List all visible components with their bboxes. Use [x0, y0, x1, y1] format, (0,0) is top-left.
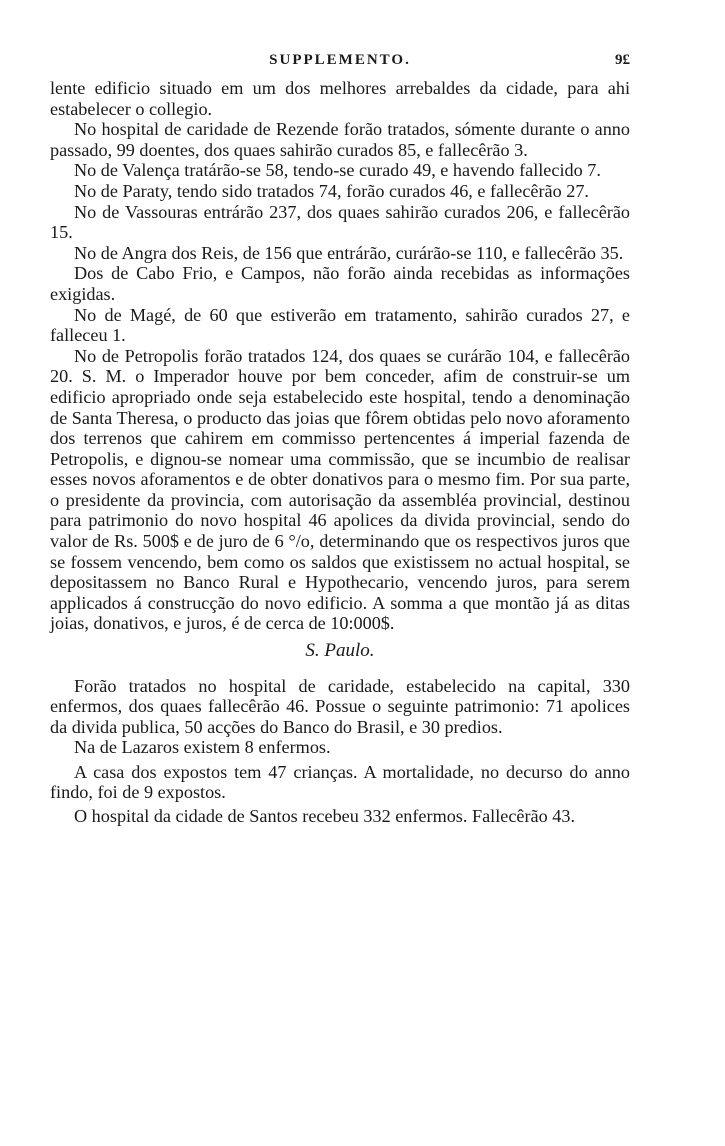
- running-head-title: SUPPLEMENTO.: [269, 52, 411, 68]
- paragraph-lazaros: Na de Lazaros existem 8 enfermos.: [74, 737, 331, 758]
- paragraph-rezende: No hospital de caridade de Rezende forão tratados, sómente durante o anno passado, 99 doentes, dos quaes sahirão curados 85, e fallecêrão 3.: [50, 119, 630, 160]
- paragraph-mage: No de Magé, de 60 que estiverão em tratamento, sahirão curados 27, e falleceu 1.: [50, 304, 630, 346]
- paragraph-santos: O hospital da cidade de Santos recebeu 332 enfermos. Fallecêrão 43.: [74, 806, 575, 827]
- paragraph-paraty: No de Paraty, tendo sido tratados 74, forão curados 46, e fallecêrão 27.: [74, 180, 589, 201]
- running-head: [50, 50, 630, 78]
- paragraph-valenca: No de Valença tratárão-se 58, tendo-se curado 49, e havendo fallecido 7.: [74, 160, 601, 181]
- paragraph-sao-paulo-hospital: Forão tratados no hospital de caridade, estabelecido na capital, 330 enfermos, dos quaes fallecêrão 46. Possue o seguinte patrimonio: 71 apolices da divida publica, 50 acções do Banco do Brasil, e 30 predios.: [50, 676, 630, 737]
- paragraph-continuation: lente edificio situado em um dos melhores arrebaldes da cidade, para ahi estabelecer o collegio.: [50, 78, 630, 119]
- body-text: [50, 78, 630, 634]
- paragraph-cabo-frio-campos: Dos de Cabo Frio, e Campos, não forão ainda recebidas as informações exigidas.: [50, 263, 630, 304]
- page-number: 9£: [615, 52, 630, 68]
- paragraph-petropolis: No de Petropolis forão tratados 124, dos quaes se curárão 104, e fallecêrão 20. S. M. o Imperador houve por bem conceder, afim de construir-se um edificio apropriado onde seja estabelecido este hospital, tendo a denominação de Santa Theresa, o producto das joias que fôrem obtidas pelo novo aforamento dos terrenos que cahirem em commisso pertencentes á imperial fazenda de Petropolis, e dignou-se nomear uma commissão, que se incumbio de realisar esses novos aforamentos e de obter donativos para o mesmo fim. Por sua parte, o presidente da provincia, com autorisação da assembléa provincial, destinou para patrimonio do novo hospital 46 apolices da divida provincial, sendo do valor de Rs. 500$ e de juro de 6 °/o, determinando que os respectivos juros que se fossem vencendo, bem como os saldos que existissem no actual hospital, se depositassem no Banco Rural e Hypothecario, vencendo juros, para serem applicados á construcção do novo edificio. A somma a que montão já as ditas joias, donativos, e juros, é de cerca de 10:000$.: [50, 345, 630, 634]
- paragraph-expostos: A casa dos expostos tem 47 crianças. A mortalidade, no decurso do anno findo, foi de 9 expostos.: [50, 761, 630, 803]
- section-heading: S. Paulo.: [305, 640, 375, 662]
- paragraph-angra-dos-reis: No de Angra dos Reis, de 156 que entrárão, curárão-se 110, e fallecêrão 35.: [74, 242, 624, 263]
- section-body: [50, 676, 630, 827]
- document-page: [50, 50, 630, 827]
- paragraph-vassouras: No de Vassouras entrárão 237, dos quaes sahirão curados 206, e fallecêrão 15.: [50, 201, 630, 243]
